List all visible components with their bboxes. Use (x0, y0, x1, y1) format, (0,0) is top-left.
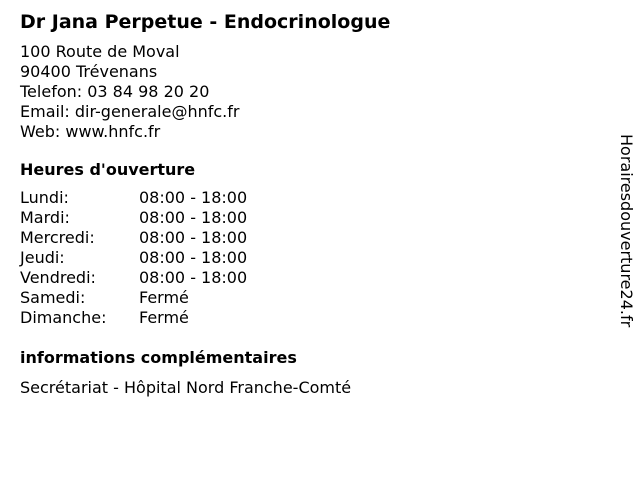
hours-row-vendredi (20, 268, 600, 288)
address-block (20, 42, 600, 142)
time-value: Fermé (139, 288, 189, 307)
time-value: 08:00 - 18:00 (139, 188, 248, 207)
day-label: Mercredi: (20, 228, 95, 247)
time-value: 08:00 - 18:00 (139, 208, 248, 227)
hours-row-jeudi (20, 248, 600, 268)
hours-row-lundi (20, 188, 600, 208)
time-value: 08:00 - 18:00 (139, 268, 248, 287)
doctor-card (20, 8, 600, 398)
phone-line: Telefon: 03 84 98 20 20 (20, 82, 210, 101)
hours-row-mardi (20, 208, 600, 228)
site-watermark: Horairesdouverture24.fr (617, 134, 636, 328)
day-label: Vendredi: (20, 268, 96, 287)
day-label: Mardi: (20, 208, 70, 227)
web-line: Web: www.hnfc.fr (20, 122, 161, 141)
time-value: Fermé (139, 308, 189, 327)
hours-table (20, 188, 600, 328)
address-street: 100 Route de Moval (20, 42, 180, 61)
day-label: Samedi: (20, 288, 86, 307)
hours-row-dimanche (20, 308, 600, 328)
day-label: Lundi: (20, 188, 69, 207)
info-text: Secrétariat - Hôpital Nord Franche-Comté (20, 378, 352, 397)
day-label: Jeudi: (20, 248, 65, 267)
page-title: Dr Jana Perpetue - Endocrinologue (20, 11, 391, 33)
hours-heading: Heures d'ouverture (20, 160, 196, 179)
address-city: 90400 Trévenans (20, 62, 158, 81)
time-value: 08:00 - 18:00 (139, 228, 248, 247)
time-value: 08:00 - 18:00 (139, 248, 248, 267)
email-line: Email: dir-generale@hnfc.fr (20, 102, 240, 121)
hours-row-mercredi (20, 228, 600, 248)
hours-row-samedi (20, 288, 600, 308)
info-heading: informations complémentaires (20, 348, 297, 367)
day-label: Dimanche: (20, 308, 107, 327)
